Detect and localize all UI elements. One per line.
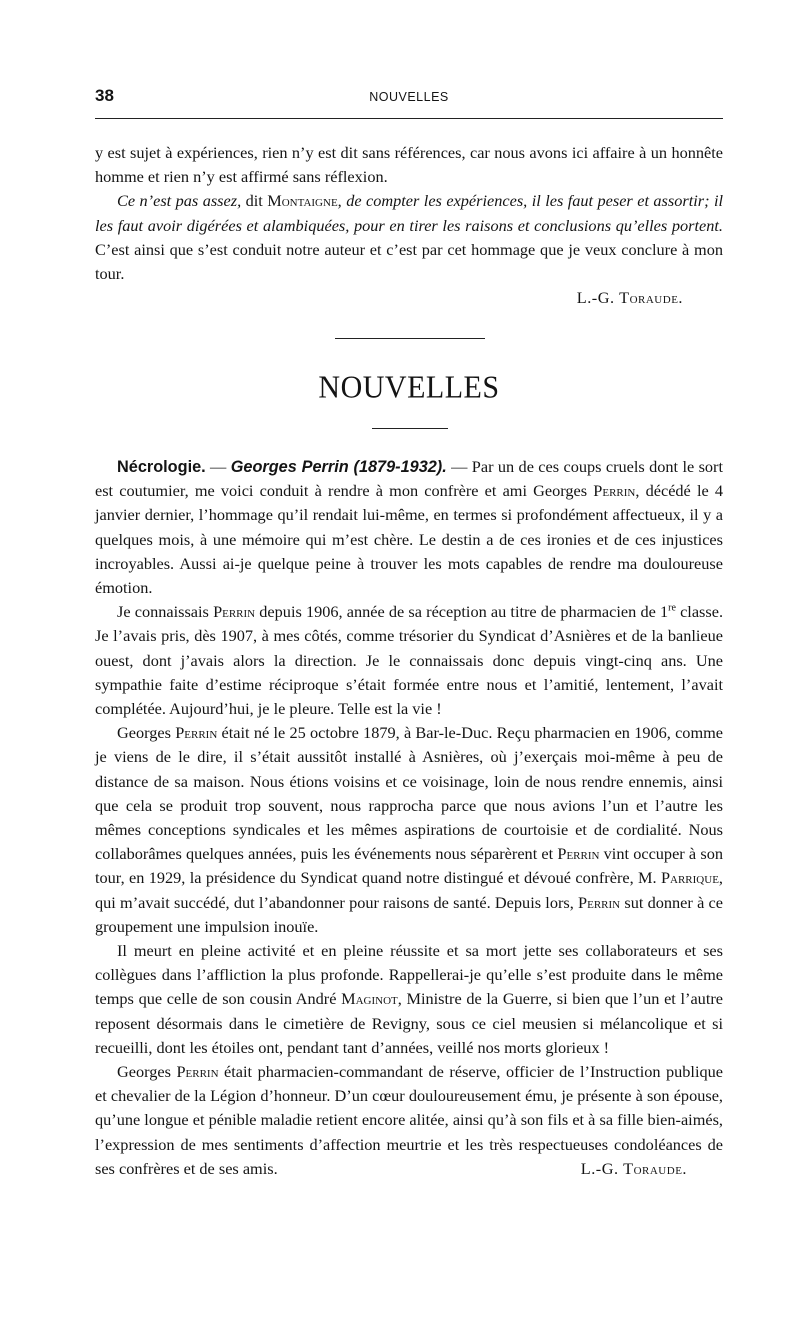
rubric: Nécrologie. xyxy=(117,458,206,476)
author-name: Montaigne xyxy=(267,191,338,211)
dash: — xyxy=(205,457,231,476)
page-header xyxy=(95,86,723,119)
paragraph-text: y est sujet à expériences, rien n’y est dit sans références, car nous avons ici affaire à un honnête homme et rien n’y est affirmé sans réflexion. xyxy=(95,143,723,187)
paragraph xyxy=(95,455,723,600)
text: Il meurt en pleine activité et en pleine réussite et sa mort jette ses collaborateurs et ses collègues dans l’affliction la plus profonde. Rappellerai-je qu’elle s’est produite dans le même temps que celle de son cousin André xyxy=(95,941,723,1009)
text: Georges xyxy=(117,1062,177,1082)
person-name: Perrin xyxy=(176,1062,219,1082)
text: Georges xyxy=(117,723,176,743)
signature-name: Toraude. xyxy=(619,288,683,308)
person-name: Perrin xyxy=(593,481,636,501)
paragraph xyxy=(95,600,723,721)
text: vint occuper à son tour, en 1929, la présidence du Syndicat quand notre distingué et dévoué confrère, M. xyxy=(95,844,723,888)
text: dit xyxy=(241,191,268,211)
text: — Par un de ces coups cruels dont le sort est coutumier, me voici conduit à rendre à mon confrère et ami Georges xyxy=(95,457,723,501)
text: Je connaissais xyxy=(117,602,214,622)
text: depuis 1906, année de sa réception au titre de pharmacien de 1 xyxy=(255,602,669,622)
person-name: Perrin xyxy=(213,602,256,622)
obituary-subject: Georges Perrin (1879-1932). xyxy=(230,458,447,476)
quote-text: , de compter les expériences, il les faut peser et assortir; il les faut avoir digérées et alambiquées, pour en tirer les raisons et conclusions qu’elles portent. xyxy=(95,191,723,235)
running-title: NOUVELLES xyxy=(369,90,449,104)
obituary-article xyxy=(95,455,723,1181)
text: était pharmacien-commandant de réserve, officier de l’Instruction publique et chevalier de la Légion d’honneur. D’un cœur douloureusement ému, je présente à son épouse, qu’une longue et pénible maladie retient encore alitée, ainsi qu’à son fils et à sa fille bien-aimés, l’expression de mes sentiments d’affection meurtrie et les très respectueuses condoléances de ses confrères et de ses amis. xyxy=(95,1062,723,1178)
paragraph xyxy=(95,141,723,189)
signature-initials: L.-G. xyxy=(580,1158,624,1178)
page-number: 38 xyxy=(95,86,114,105)
text: , Ministre de la Guerre, si bien que l’un et l’autre reposent désormais dans le cimetière de Revigny, sous ce ciel meusien si mélancolique et si recueilli, dont les étoiles ont, pendant tant d’années, veillé nos morts glorieux ! xyxy=(95,989,723,1057)
text: était né le 25 octobre 1879, à Bar-le-Duc. Reçu pharmacien en 1906, comme je viens de le dire, il s’était aussitôt installé à Asnières, où j’exerçais moi-même à peu de distance de sa maison. Nous étions voisins et ce voisinage, loin de nous rendre ennemis, ainsi que cela se produit trop souvent, nous rapprocha parce que nous avions l’un et l’autre les mêmes conceptions syndicales et les mêmes aspirations de courtoisie et de cordialité. Nous collaborâmes quelques années, puis les événements nous séparèrent et xyxy=(95,723,723,864)
text: C’est ainsi que s’est conduit notre auteur et c’est par cet hommage que je veux conclure à mon tour. xyxy=(95,239,723,284)
person-name: Maginot xyxy=(341,989,398,1009)
quote-text: Ce n’est pas assez, xyxy=(117,191,242,211)
section-divider-rule xyxy=(335,338,485,339)
signature-initials: L.-G. xyxy=(576,288,620,308)
person-name: Perrin xyxy=(578,892,621,912)
text: sut donner à ce groupement une impulsion inouïe. xyxy=(95,892,723,936)
text: classe. Je l’avais pris, dès 1907, à mes côtés, comme trésorier du Syndicat d’Asnières et de la banlieue ouest, dont j’avais alors la direction. Je le connaissais donc depuis vingt-cinq ans. Une sympathie faite d’estime réciproque s’était formée entre nous et l’amitié, lentement, l’avait complétée. Aujourd’hui, je le pleure. Telle est la vie ! xyxy=(95,602,724,719)
title-underline-rule xyxy=(372,428,448,429)
text: , décédé le 4 janvier dernier, l’hommage qu’il rendait lui-même, en termes si profondément affectueux, il y a quelques mois, à une mémoire qui m’est chère. Le destin a de ces ironies et de ces injustices incroyables. Aussi ai-je quelque peine à trouver les mots capables de rendre ma douloureuse émotion. xyxy=(95,481,724,598)
person-name: Perrin xyxy=(557,844,600,864)
paragraph xyxy=(95,939,723,1060)
preceding-article-ending xyxy=(95,141,723,310)
paragraph-montaigne-quote xyxy=(95,189,723,286)
signature xyxy=(559,1157,723,1181)
person-name: Parrique xyxy=(660,868,719,888)
person-name: Perrin xyxy=(175,723,218,743)
text: , qui m’avait succédé, dut l’abandonner pour raisons de santé. Depuis lors, xyxy=(95,868,723,912)
signature xyxy=(95,286,723,310)
paragraph xyxy=(95,721,723,939)
signature-name: Toraude. xyxy=(623,1158,687,1178)
superscript: re xyxy=(668,602,676,614)
paragraph xyxy=(95,1060,723,1181)
section-title: NOUVELLES xyxy=(318,370,500,405)
